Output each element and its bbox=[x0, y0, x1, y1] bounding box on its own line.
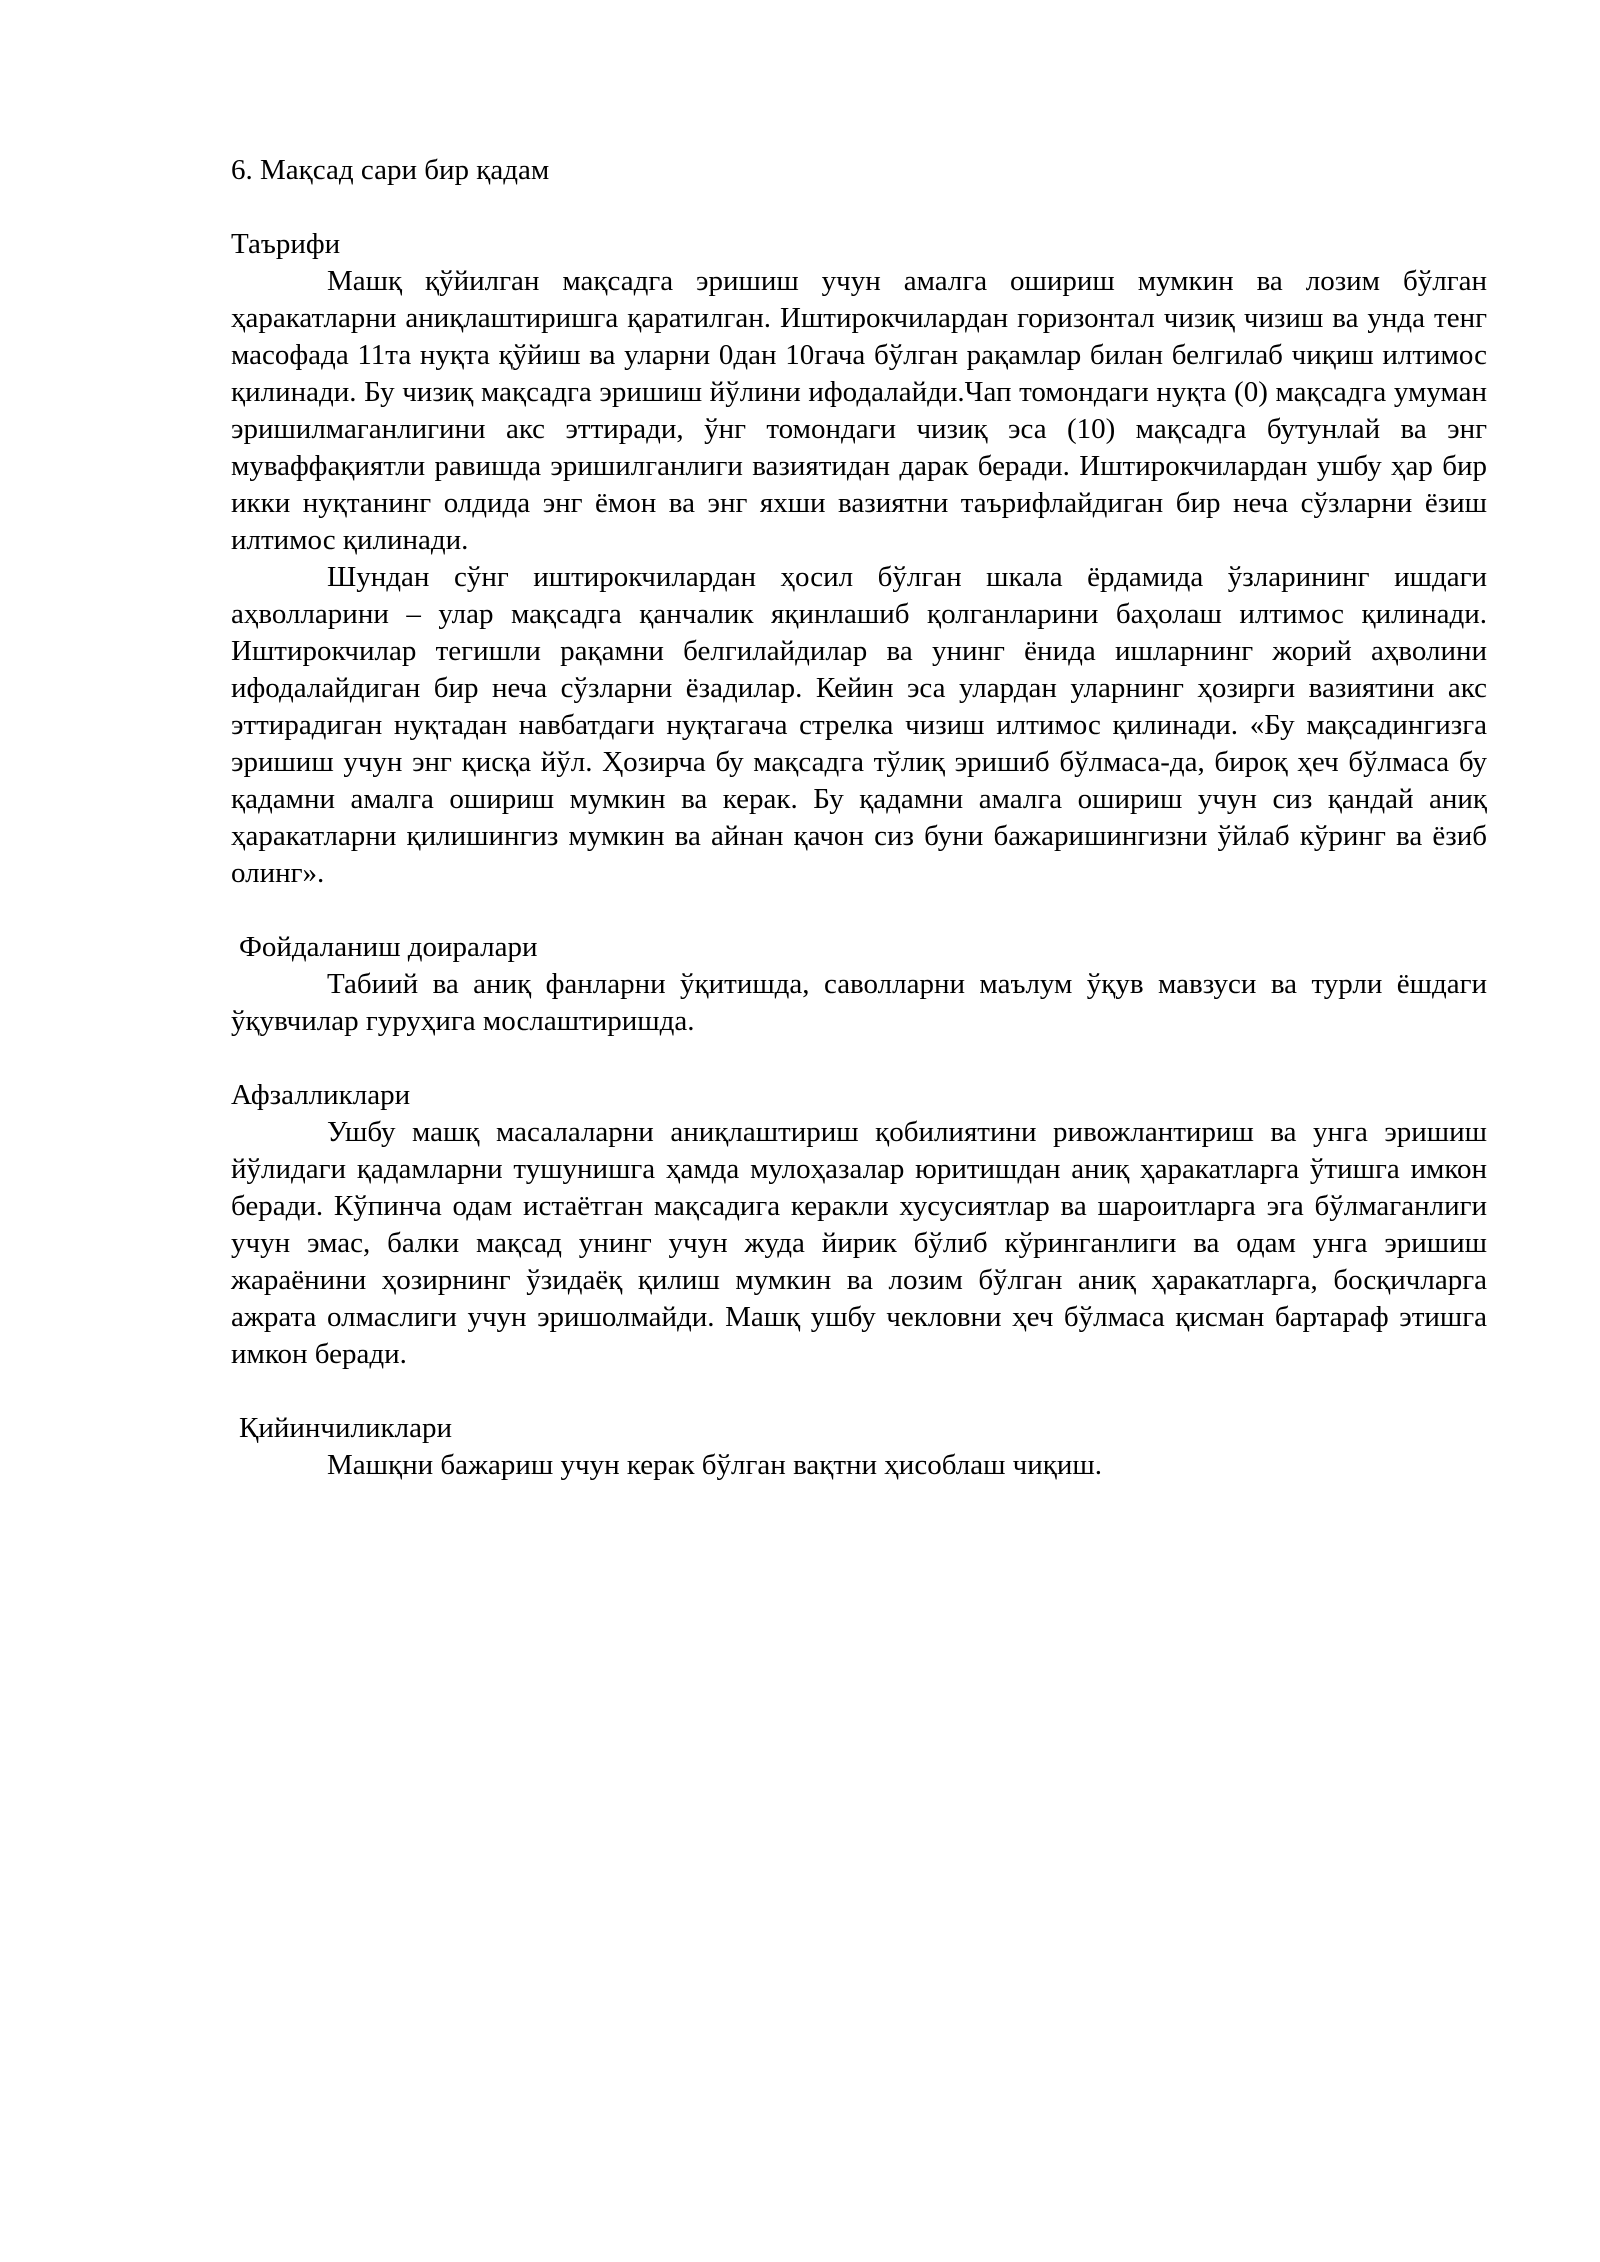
usage-paragraph: Табиий ва аниқ фанларни ўқитишда, саволларни маълум ўқув мавзуси ва турли ёшдаги ўқувчилар гуруҳига мослаштиришда. bbox=[231, 968, 1487, 1037]
definition-paragraph-2: Шундан сўнг иштирокчилардан ҳосил бўлган шкала ёрдамида ўзларининг ишдаги аҳволларини – улар мақсадга қанчалик яқинлашиб қолганларини баҳолаш илтимос қилинади. Иштирокчилар тегишли рақамни белгилайдилар ва унинг ёнида ишларнинг жорий аҳволини ифодалайдиган бир неча сўзларни ёзадилар. Кейин эса улардан уларнинг ҳозирги вазиятини акс эттирадиган нуқтадан навбатдаги нуқтагача стрелка чизиш илтимос қилинади. «Бу мақсадингизга эришиш учун энг қисқа йўл. Ҳозирча бу мақсадга тўлиқ эришиб бўлмаса-да, бироқ ҳеч бўлмаса бу қадамни амалга ошириш мумкин ва керак. Бу қадамни амалга ошириш учун сиз қандай аниқ ҳаракатларни қилишингиз мумкин ва айнан қачон сиз буни бажаришингизни ўйлаб кўринг ва ёзиб олинг». bbox=[231, 561, 1487, 889]
document-page bbox=[231, 152, 1487, 1484]
section-heading-definition: Таърифи bbox=[231, 228, 341, 260]
document-title: 6. Мақсад сари бир қадам bbox=[231, 154, 550, 186]
difficulties-paragraph: Машқни бажариш учун керак бўлган вақтни ҳисоблаш чиқиш. bbox=[327, 1449, 1102, 1481]
spacer bbox=[231, 1040, 1487, 1077]
section-definition bbox=[231, 226, 1487, 892]
section-advantages bbox=[231, 1077, 1487, 1373]
section-heading-usage: Фойдаланиш доиралари bbox=[239, 931, 538, 963]
spacer bbox=[231, 189, 1487, 226]
section-usage bbox=[231, 929, 1487, 1040]
spacer bbox=[231, 1373, 1487, 1410]
section-heading-difficulties: Қийинчиликлари bbox=[239, 1412, 452, 1444]
section-difficulties bbox=[231, 1410, 1487, 1484]
spacer bbox=[231, 892, 1487, 929]
definition-paragraph-1: Машқ қўйилган мақсадга эришиш учун амалга ошириш мумкин ва лозим бўлган ҳаракатларни аниқлаштиришга қаратилган. Иштирокчилардан горизонтал чизиқ чизиш ва унда тенг масофада 11та нуқта қўйиш ва уларни 0дан 10гача бўлган рақамлар билан белгилаб чиқиш илтимос қилинади. Бу чизиқ мақсадга эришиш йўлини ифодалайди.Чап томондаги нуқта (0) мақсадга умуман эришилмаганлигини акс эттиради, ўнг томондаги чизиқ эса (10) мақсадга бутунлай ва энг муваффақиятли равишда эришилганлиги вазиятидан дарак беради. Иштирокчилардан ушбу ҳар бир икки нуқтанинг олдида энг ёмон ва энг яхши вазиятни таърифлайдиган бир неча сўзларни ёзиш илтимос қилинади. bbox=[231, 265, 1487, 556]
advantages-paragraph: Ушбу машқ масалаларни аниқлаштириш қобилиятини ривожлантириш ва унга эришиш йўлидаги қадамларни тушунишга ҳамда мулоҳазалар юритишдан аниқ ҳаракатларга ўтишга имкон беради. Кўпинча одам истаётган мақсадига керакли хусусиятлар ва шароитларга эга бўлмаганлиги учун эмас, балки мақсад унинг учун жуда йирик бўлиб кўринганлиги ва одам унга эришиш жараёнини ҳозирнинг ўзидаёқ қилиш мумкин ва лозим бўлган аниқ ҳаракатларга, босқичларга ажрата олмаслиги учун эришолмайди. Машқ ушбу чекловни ҳеч бўлмаса қисман бартараф этишга имкон беради. bbox=[231, 1116, 1487, 1370]
section-heading-advantages: Афзалликлари bbox=[231, 1079, 411, 1111]
